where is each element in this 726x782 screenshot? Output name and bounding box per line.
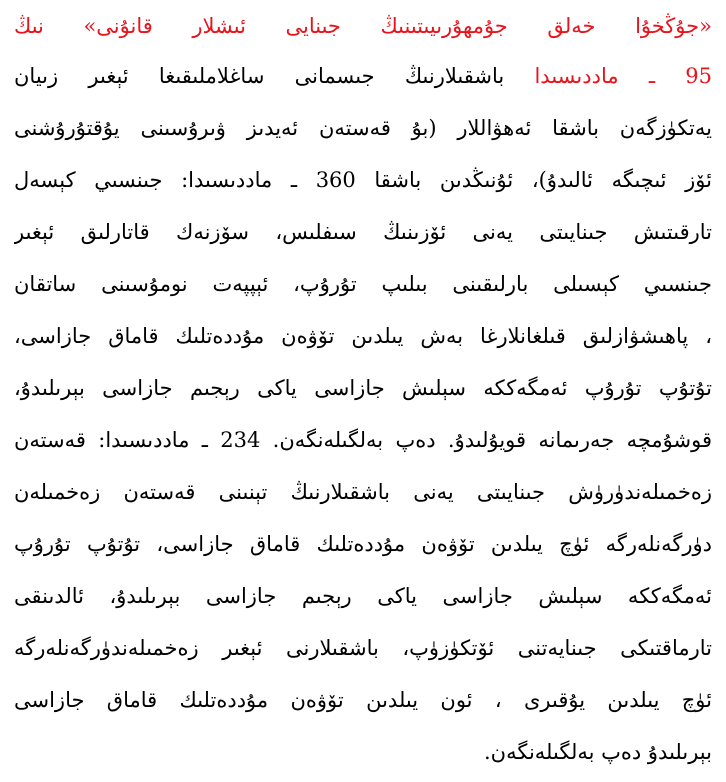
article-reference: 95 ـ ماددىسىدا	[534, 64, 712, 88]
text-line-1-body: باشقىلارنىڭ جىسمانى ساغلاملىقىغا ئېغىر زىيان	[14, 64, 535, 88]
text-line-1	[14, 50, 712, 102]
text-line-2: يەتكۈزگەن باشقا ئەھۋاللار (بۇ قەستەن ئەيدىز ۋىرۇسىنى يۇقتۇرۇشنى	[14, 116, 712, 140]
text-line-13: ئۈچ يىلدىن يۇقىرى ، ئون يىلدىن تۆۋەن مۇددەتلىك قاماق جازاسى	[14, 688, 712, 712]
text-line-8: قوشۇمچە جەرىمانە قويۇلىدۇ. دەپ بەلگىلەنگەن. 234 ـ ماددىسىدا: قەستەن	[14, 428, 712, 452]
text-line-4: تارقىتىش جىنايىتى يەنى ئۆزىنىڭ سىفلىس، سۆزنەك قاتارلىق ئېغىر	[14, 220, 712, 244]
text-line-9: زەخمىلەندۈرۈش جىنايىتى يەنى باشقىلارنىڭ تېنىنى قەستەن زەخمىلەن	[14, 480, 712, 504]
text-line-6: ، پاھىشۋازلىق قىلغانلارغا بەش يىلدىن تۆۋەن مۇددەتلىك قاماق جازاسى،	[14, 324, 712, 348]
text-line-7: تۇتۇپ تۇرۇپ ئەمگەككە سېلىش جازاسى ياكى رېجىم جازاسى بېرىلىدۇ،	[14, 376, 712, 400]
text-line-3: ئۆز ئىچىگە ئالىدۇ)، ئۇنىڭدىن باشقا 360 ـ ماددىسىدا: جىنسىي كېسەل	[14, 168, 712, 192]
text-line-5: جىنسىي كېسىلى بارلىقىنى بىلىپ تۇرۇپ، ئېپپەت نومۇسىنى ساتقان	[14, 272, 712, 296]
text-line-14: بېرىلىدۇ دەپ بەلگىلەنگەن.	[484, 740, 712, 764]
text-line-11: ئەمگەككە سېلىش جازاسى ياكى رېجىم جازاسى بېرىلىدۇ، ئالدىنقى	[14, 584, 712, 608]
document-title: «جۇڭخۇا خەلق جۇمھۇرىيىتىنىڭ جىنايى ئىشلار قانۇنى» نىڭ	[14, 14, 712, 38]
text-line-10: دۈرگەنلەرگە ئۈچ يىلدىن تۆۋەن مۇددەتلىك قاماق جازاسى، تۇتۇپ تۇرۇپ	[14, 532, 712, 556]
text-line-12: تارماقتىكى جىنايەتنى ئۆتكۈزۈپ، باشقىلارنى ئېغىر زەخمىلەندۈرگەنلەرگە	[14, 636, 712, 660]
